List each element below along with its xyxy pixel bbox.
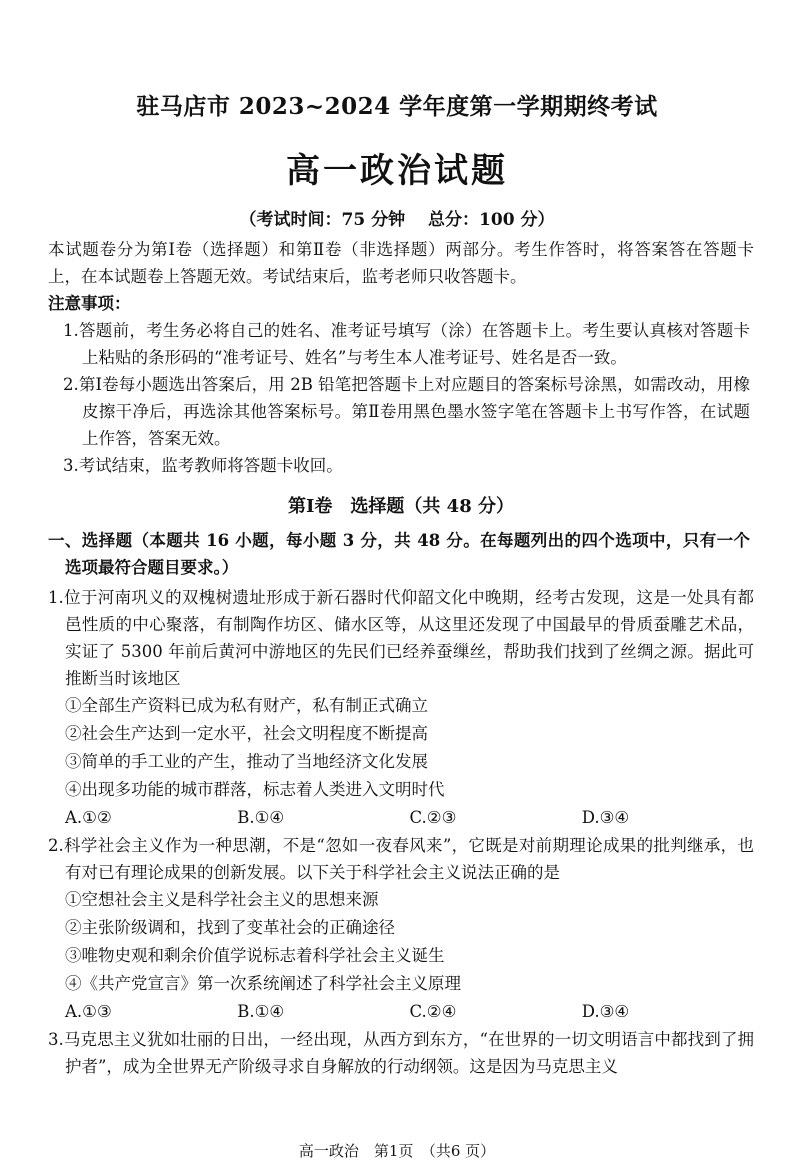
question-stem: 1.位于河南巩义的双槐树遗址形成于新石器时代仰韶文化中晚期，经考古发现，这是一处具有都邑性质的中心聚落，有制陶作坊区、储水区等，从这里还发现了中国最早的骨质蚕雕艺术品，实证了 5300 年前后黄河中游地区的先民们已经养蚕缫丝，帮助我们找到了丝绸之源。据此可推断当时该地区 — [48, 588, 754, 688]
question-option: ②主张阶级调和，找到了变革社会的正确途径 — [65, 918, 395, 937]
choice-a: A.①② — [65, 808, 112, 827]
choice-c: C.②③ — [409, 808, 457, 827]
question-option: ④出现多功能的城市群落，标志着人类进入文明时代 — [65, 780, 445, 799]
choice-d: D.③④ — [581, 1002, 630, 1021]
choice-d: D.③④ — [581, 808, 630, 827]
note-item: 2.第Ⅰ卷每小题选出答案后，用 2B 铅笔把答题卡上对应题目的答案标号涂黑，如需改动，用橡皮擦干净后，再选涂其他答案标号。第Ⅱ卷用黑色墨水签字笔在答题卡上书写作答，在试题上作答，答案无效。 — [63, 375, 750, 448]
question-option: ③简单的手工业的产生，推动了当地经济文化发展 — [65, 752, 428, 771]
choice-b: B.①④ — [237, 1002, 285, 1021]
question-option: ③唯物史观和剩余价值学说标志着科学社会主义诞生 — [65, 946, 445, 965]
question-option: ④《共产党宣言》第一次系统阐述了科学社会主义原理 — [65, 974, 461, 993]
question-option: ①全部生产资料已成为私有财产，私有制正式确立 — [65, 696, 428, 715]
answer-choices — [48, 998, 754, 1026]
note-item: 1.答题前，考生务必将自己的姓名、准考证号填写（涂）在答题卡上。考生要认真核对答题卡上粘贴的条形码的“准考证号、姓名”与考生本人准考证号、姓名是否一致。 — [63, 321, 750, 367]
intro-paragraph: 本试题卷分为第Ⅰ卷（选择题）和第Ⅱ卷（非选择题）两部分。考生作答时，将答案答在答题卡上，在本试题卷上答题无效。考试结束后，监考老师只收答题卡。 — [48, 240, 754, 286]
choice-b: B.①④ — [237, 808, 285, 827]
exam-title: 驻马店市 2023~2024 学年度第一学期期终考试 — [136, 93, 658, 120]
page-footer: 高一政治 第1页 （共6 页） — [298, 1142, 496, 1160]
choice-a: A.①③ — [65, 1002, 112, 1021]
question-stem: 3.马克思主义犹如壮丽的日出，一经出现，从西方到东方，“在世界的一切文明语言中都找到了拥护者”，成为全世界无产阶级寻求自身解放的行动纲领。这是因为马克思主义 — [48, 1030, 754, 1076]
exam-info: （考试时间：75 分钟 总分：100 分） — [239, 210, 555, 230]
exam-body — [48, 236, 754, 1080]
note-item: 3.考试结束，监考教师将答题卡收回。 — [63, 456, 343, 475]
answer-choices — [48, 804, 754, 832]
section-title: 第Ⅰ卷 选择题（共 48 分） — [287, 496, 514, 517]
paper-title: 高一政治试题 — [286, 151, 508, 191]
question-option: ②社会生产达到一定水平，社会文明程度不断提高 — [65, 724, 428, 743]
question-stem: 2.科学社会主义作为一种思潮，不是“忽如一夜春风来”，它既是对前期理论成果的批判继承，也有对已有理论成果的创新发展。以下关于科学社会主义说法正确的是 — [48, 836, 754, 882]
part-heading: 一、选择题（本题共 16 小题，每小题 3 分，共 48 分。在每题列出的四个选项中，只有一个选项最符合题目要求。） — [48, 531, 750, 577]
notes-heading: 注意事项： — [48, 294, 131, 313]
question-option: ①空想社会主义是科学社会主义的思想来源 — [65, 890, 379, 909]
choice-c: C.②④ — [409, 1002, 457, 1021]
